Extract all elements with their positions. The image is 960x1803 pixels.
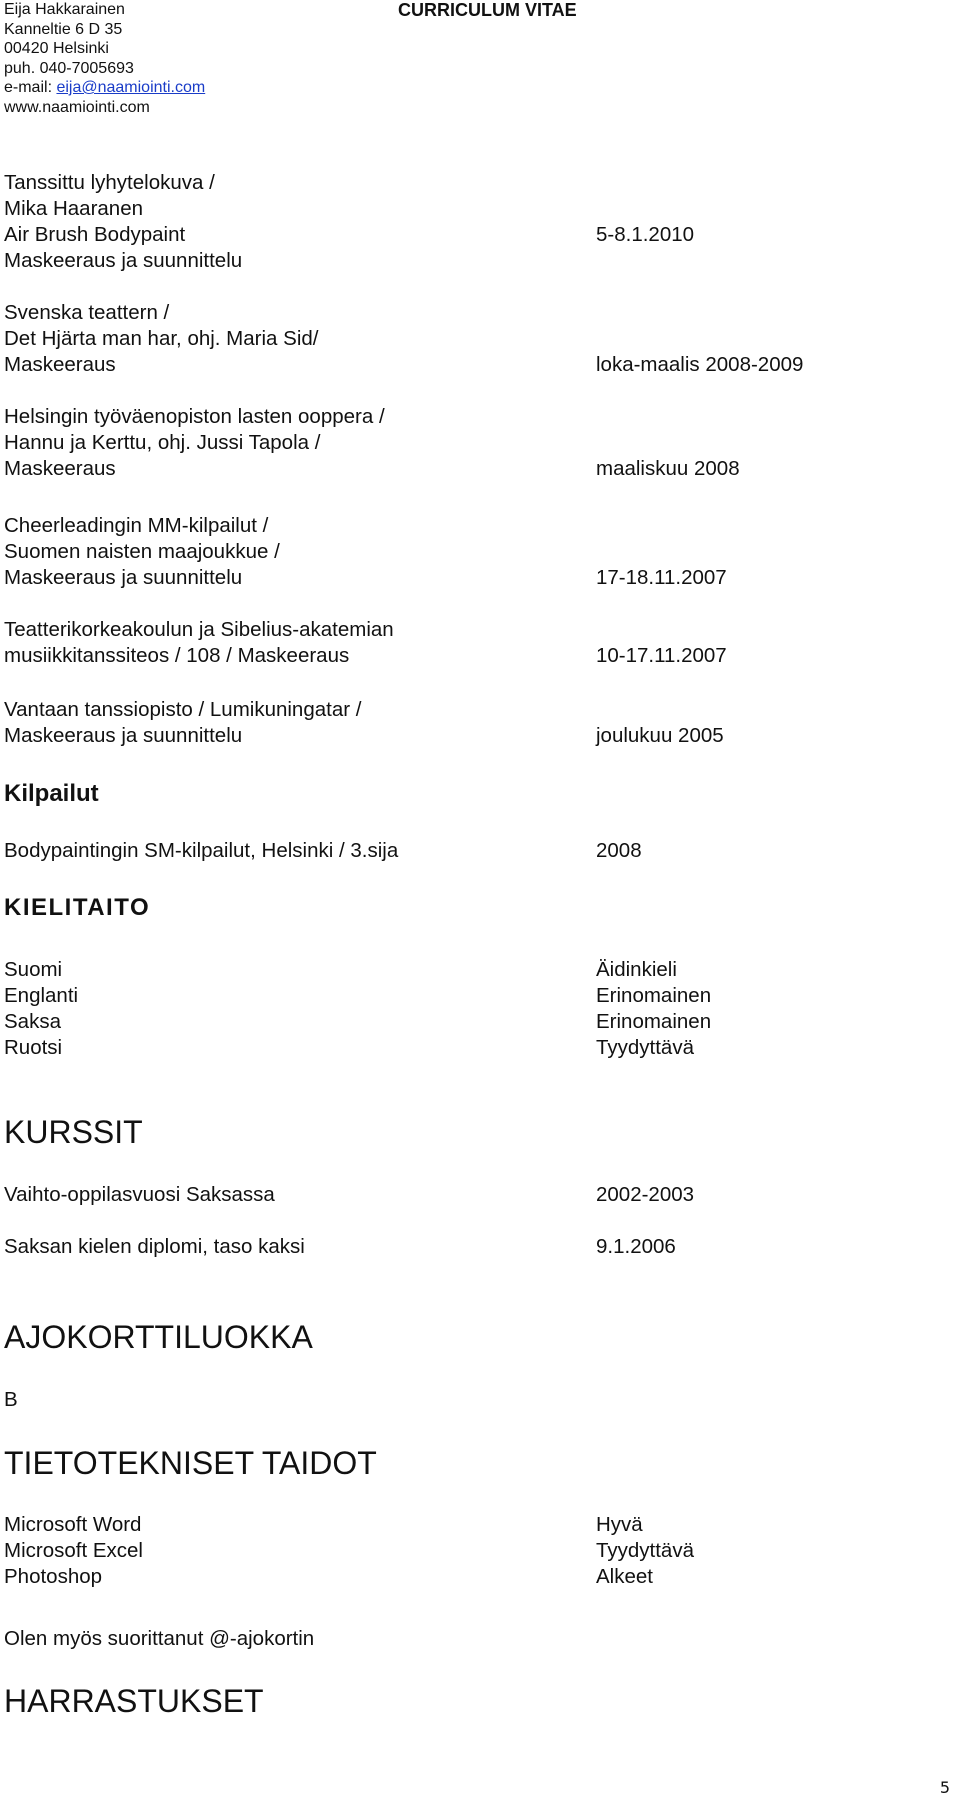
it-skill-list — [4, 1512, 143, 1590]
it-skills-note: Olen myös suorittanut @-ajokortin — [4, 1627, 315, 1650]
course-date: 9.1.2006 — [596, 1235, 676, 1258]
it-skill-level: Tyydyttävä — [596, 1539, 694, 1562]
it-skill-name: Microsoft Excel — [4, 1539, 143, 1562]
experience-entry — [4, 300, 318, 378]
language-name: Suomi — [4, 958, 63, 981]
entry-date: 10-17.11.2007 — [596, 644, 727, 667]
language-level: Erinomainen — [596, 1010, 712, 1033]
language-list — [4, 957, 78, 1061]
entry-line: Hannu ja Kerttu, ohj. Jussi Tapola / — [4, 431, 321, 454]
contact-website: www.naamiointi.com — [4, 98, 150, 116]
languages-heading: KIELITAITO — [4, 894, 151, 921]
experience-entry — [4, 170, 242, 274]
contact-block — [4, 0, 205, 117]
language-levels — [596, 957, 711, 1061]
license-heading: AJOKORTTILUOKKA — [4, 1319, 313, 1355]
entry-date: joulukuu 2005 — [596, 724, 724, 747]
entry-line: Suomen naisten maajoukkue / — [4, 540, 280, 563]
license-value: B — [4, 1388, 18, 1411]
entry-line: Mika Haaranen — [4, 197, 144, 220]
competition-item: Bodypaintingin SM-kilpailut, Helsinki / 3.sija — [4, 839, 399, 862]
entry-line: Maskeeraus ja suunnittelu — [4, 724, 243, 747]
experience-entry — [4, 404, 385, 482]
it-skill-level: Hyvä — [596, 1513, 643, 1536]
experience-entry — [4, 513, 280, 591]
it-skill-name: Microsoft Word — [4, 1513, 142, 1536]
competition-date: 2008 — [596, 839, 642, 862]
it-skill-level: Alkeet — [596, 1565, 653, 1588]
contact-email-row — [4, 78, 205, 98]
language-level: Erinomainen — [596, 984, 712, 1007]
entry-line: Maskeeraus — [4, 457, 116, 480]
page-number: 5 — [939, 1778, 950, 1797]
entry-date: 5-8.1.2010 — [596, 223, 695, 246]
language-name: Ruotsi — [4, 1036, 63, 1059]
entry-line: Vantaan tanssiopisto / Lumikuningatar / — [4, 698, 362, 721]
it-skill-levels — [596, 1512, 694, 1590]
course-name: Vaihto-oppilasvuosi Saksassa — [4, 1183, 275, 1206]
entry-line: Tanssittu lyhytelokuva / — [4, 171, 215, 194]
entry-line: musiikkitanssiteos / 108 / Maskeeraus — [4, 644, 350, 667]
entry-line: Air Brush Bodypaint — [4, 223, 186, 246]
language-level: Tyydyttävä — [596, 1036, 694, 1059]
entry-line: Maskeeraus ja suunnittelu — [4, 249, 243, 272]
course-date: 2002-2003 — [596, 1183, 695, 1206]
contact-address: Kanneltie 6 D 35 — [4, 20, 123, 38]
contact-name: Eija Hakkarainen — [4, 1, 125, 18]
hobbies-heading: HARRASTUKSET — [4, 1683, 264, 1719]
entry-line: Svenska teattern / — [4, 301, 170, 324]
competitions-heading: Kilpailut — [4, 780, 99, 807]
entry-line: Det Hjärta man har, ohj. Maria Sid/ — [4, 327, 319, 350]
entry-date: 17-18.11.2007 — [596, 566, 727, 589]
language-name: Saksa — [4, 1010, 61, 1033]
entry-line: Maskeeraus ja suunnittelu — [4, 566, 243, 589]
courses-heading: KURSSIT — [4, 1114, 143, 1150]
entry-date: loka-maalis 2008-2009 — [596, 353, 804, 376]
entry-line: Helsingin työväenopiston lasten ooppera / — [4, 405, 385, 428]
entry-line: Cheerleadingin MM-kilpailut / — [4, 514, 269, 537]
document-title: CURRICULUM VITAE — [398, 0, 577, 20]
it-skills-heading: TIETOTEKNISET TAIDOT — [4, 1445, 377, 1481]
email-label: e-mail: — [4, 79, 57, 96]
experience-entry — [4, 617, 394, 669]
course-name: Saksan kielen diplomi, taso kaksi — [4, 1235, 305, 1258]
language-name: Englanti — [4, 984, 79, 1007]
entry-line: Maskeeraus — [4, 353, 116, 376]
it-skill-name: Photoshop — [4, 1565, 103, 1588]
entry-date: maaliskuu 2008 — [596, 457, 740, 480]
contact-phone: puh. 040-7005693 — [4, 59, 134, 77]
entry-line: Teatterikorkeakoulun ja Sibelius-akatemian — [4, 618, 394, 641]
language-level: Äidinkieli — [596, 958, 677, 981]
experience-entry — [4, 697, 361, 749]
contact-postal: 00420 Helsinki — [4, 40, 109, 57]
email-link[interactable]: eija@naamiointi.com — [56, 79, 206, 96]
